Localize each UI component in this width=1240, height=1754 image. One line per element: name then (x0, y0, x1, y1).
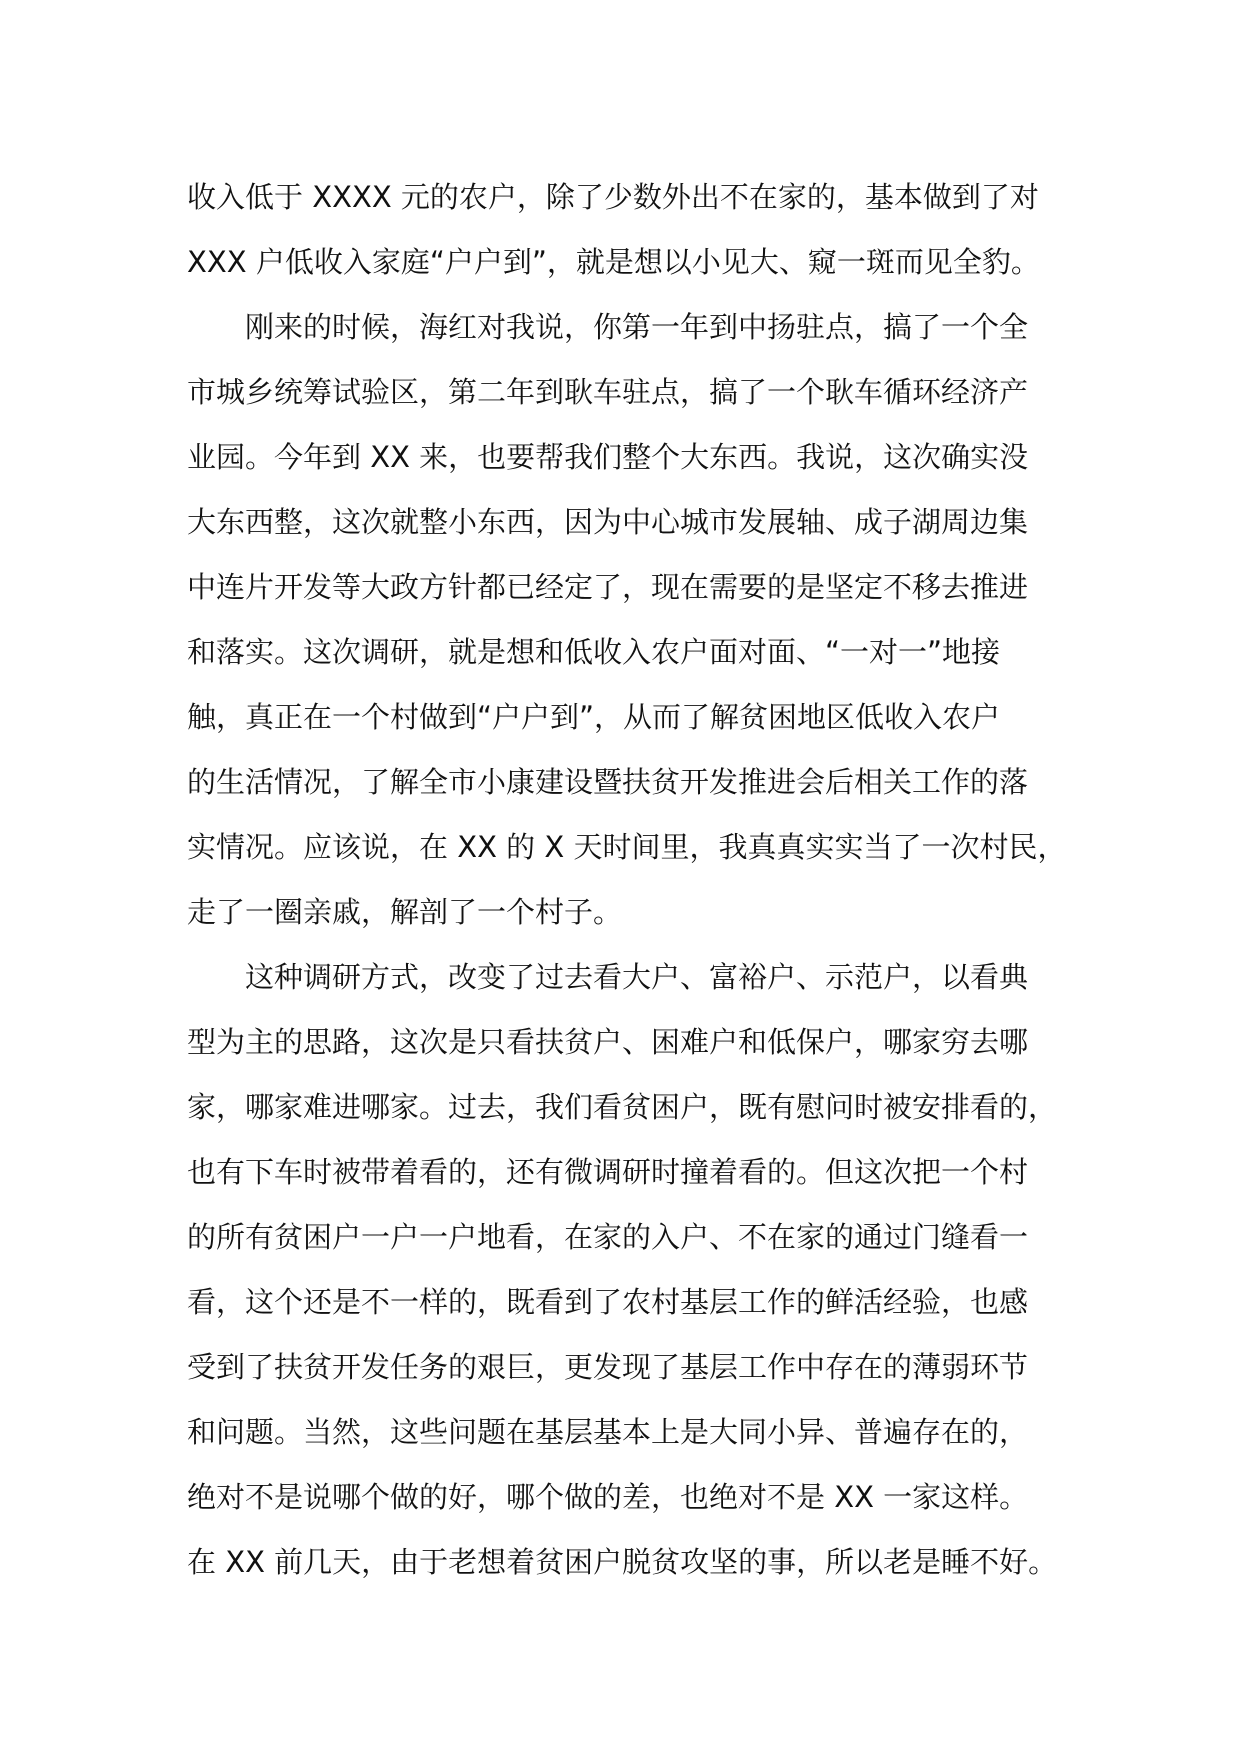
text-line: 实情况。应该说，在 XX 的 X 天时间里，我真真实实当了一次村民， (187, 830, 1067, 864)
text-line: 业园。今年到 XX 来，也要帮我们整个大东西。我说，这次确实没 (187, 440, 1029, 474)
paragraph-first-line: 这种调研方式，改变了过去看大户、富裕户、示范户，以看典 (245, 960, 1029, 994)
text-line: 也有下车时被带着看的，还有微调研时撞着看的。但这次把一个村 (187, 1155, 1029, 1189)
text-line: 走了一圈亲戚，解剖了一个村子。 (187, 895, 623, 929)
text-line: 大东西整，这次就整小东西，因为中心城市发展轴、成子湖周边集 (187, 505, 1029, 539)
text-line: 收入低于 XXXX 元的农户，除了少数外出不在家的，基本做到了对 (187, 180, 1039, 214)
body-text (187, 165, 1087, 1595)
text-line: XXX 户低收入家庭“户户到”，就是想以小见大、窥一斑而见全豹。 (187, 245, 1040, 279)
text-line: 的生活情况，了解全市小康建设暨扶贫开发推进会后相关工作的落 (187, 765, 1029, 799)
text-line: 的所有贫困户一户一户地看，在家的入户、不在家的通过门缝看一 (187, 1220, 1029, 1254)
text-line: 和落实。这次调研，就是想和低收入农户面对面、“一对一”地接 (187, 635, 1001, 669)
text-line: 市城乡统筹试验区，第二年到耿车驻点，搞了一个耿车循环经济产 (187, 375, 1029, 409)
paragraph-first-line: 刚来的时候，海红对我说，你第一年到中扬驻点，搞了一个全 (245, 310, 1029, 344)
text-line: 看，这个还是不一样的，既看到了农村基层工作的鲜活经验，也感 (187, 1285, 1029, 1319)
text-line: 在 XX 前几天，由于老想着贫困户脱贫攻坚的事，所以老是睡不好。 (187, 1545, 1058, 1579)
text-line: 受到了扶贫开发任务的艰巨，更发现了基层工作中存在的薄弱环节 (187, 1350, 1029, 1384)
text-line: 触，真正在一个村做到“户户到”，从而了解贫困地区低收入农户 (187, 700, 1001, 734)
text-line: 型为主的思路，这次是只看扶贫户、困难户和低保户，哪家穷去哪 (187, 1025, 1029, 1059)
text-line: 绝对不是说哪个做的好，哪个做的差，也绝对不是 XX 一家这样。 (187, 1480, 1029, 1514)
text-line: 和问题。当然，这些问题在基层基本上是大同小异、普遍存在的， (187, 1415, 1029, 1449)
text-line: 家，哪家难进哪家。过去，我们看贫困户，既有慰问时被安排看的， (187, 1090, 1058, 1124)
text-line: 中连片开发等大政方针都已经定了，现在需要的是坚定不移去推进 (187, 570, 1029, 604)
